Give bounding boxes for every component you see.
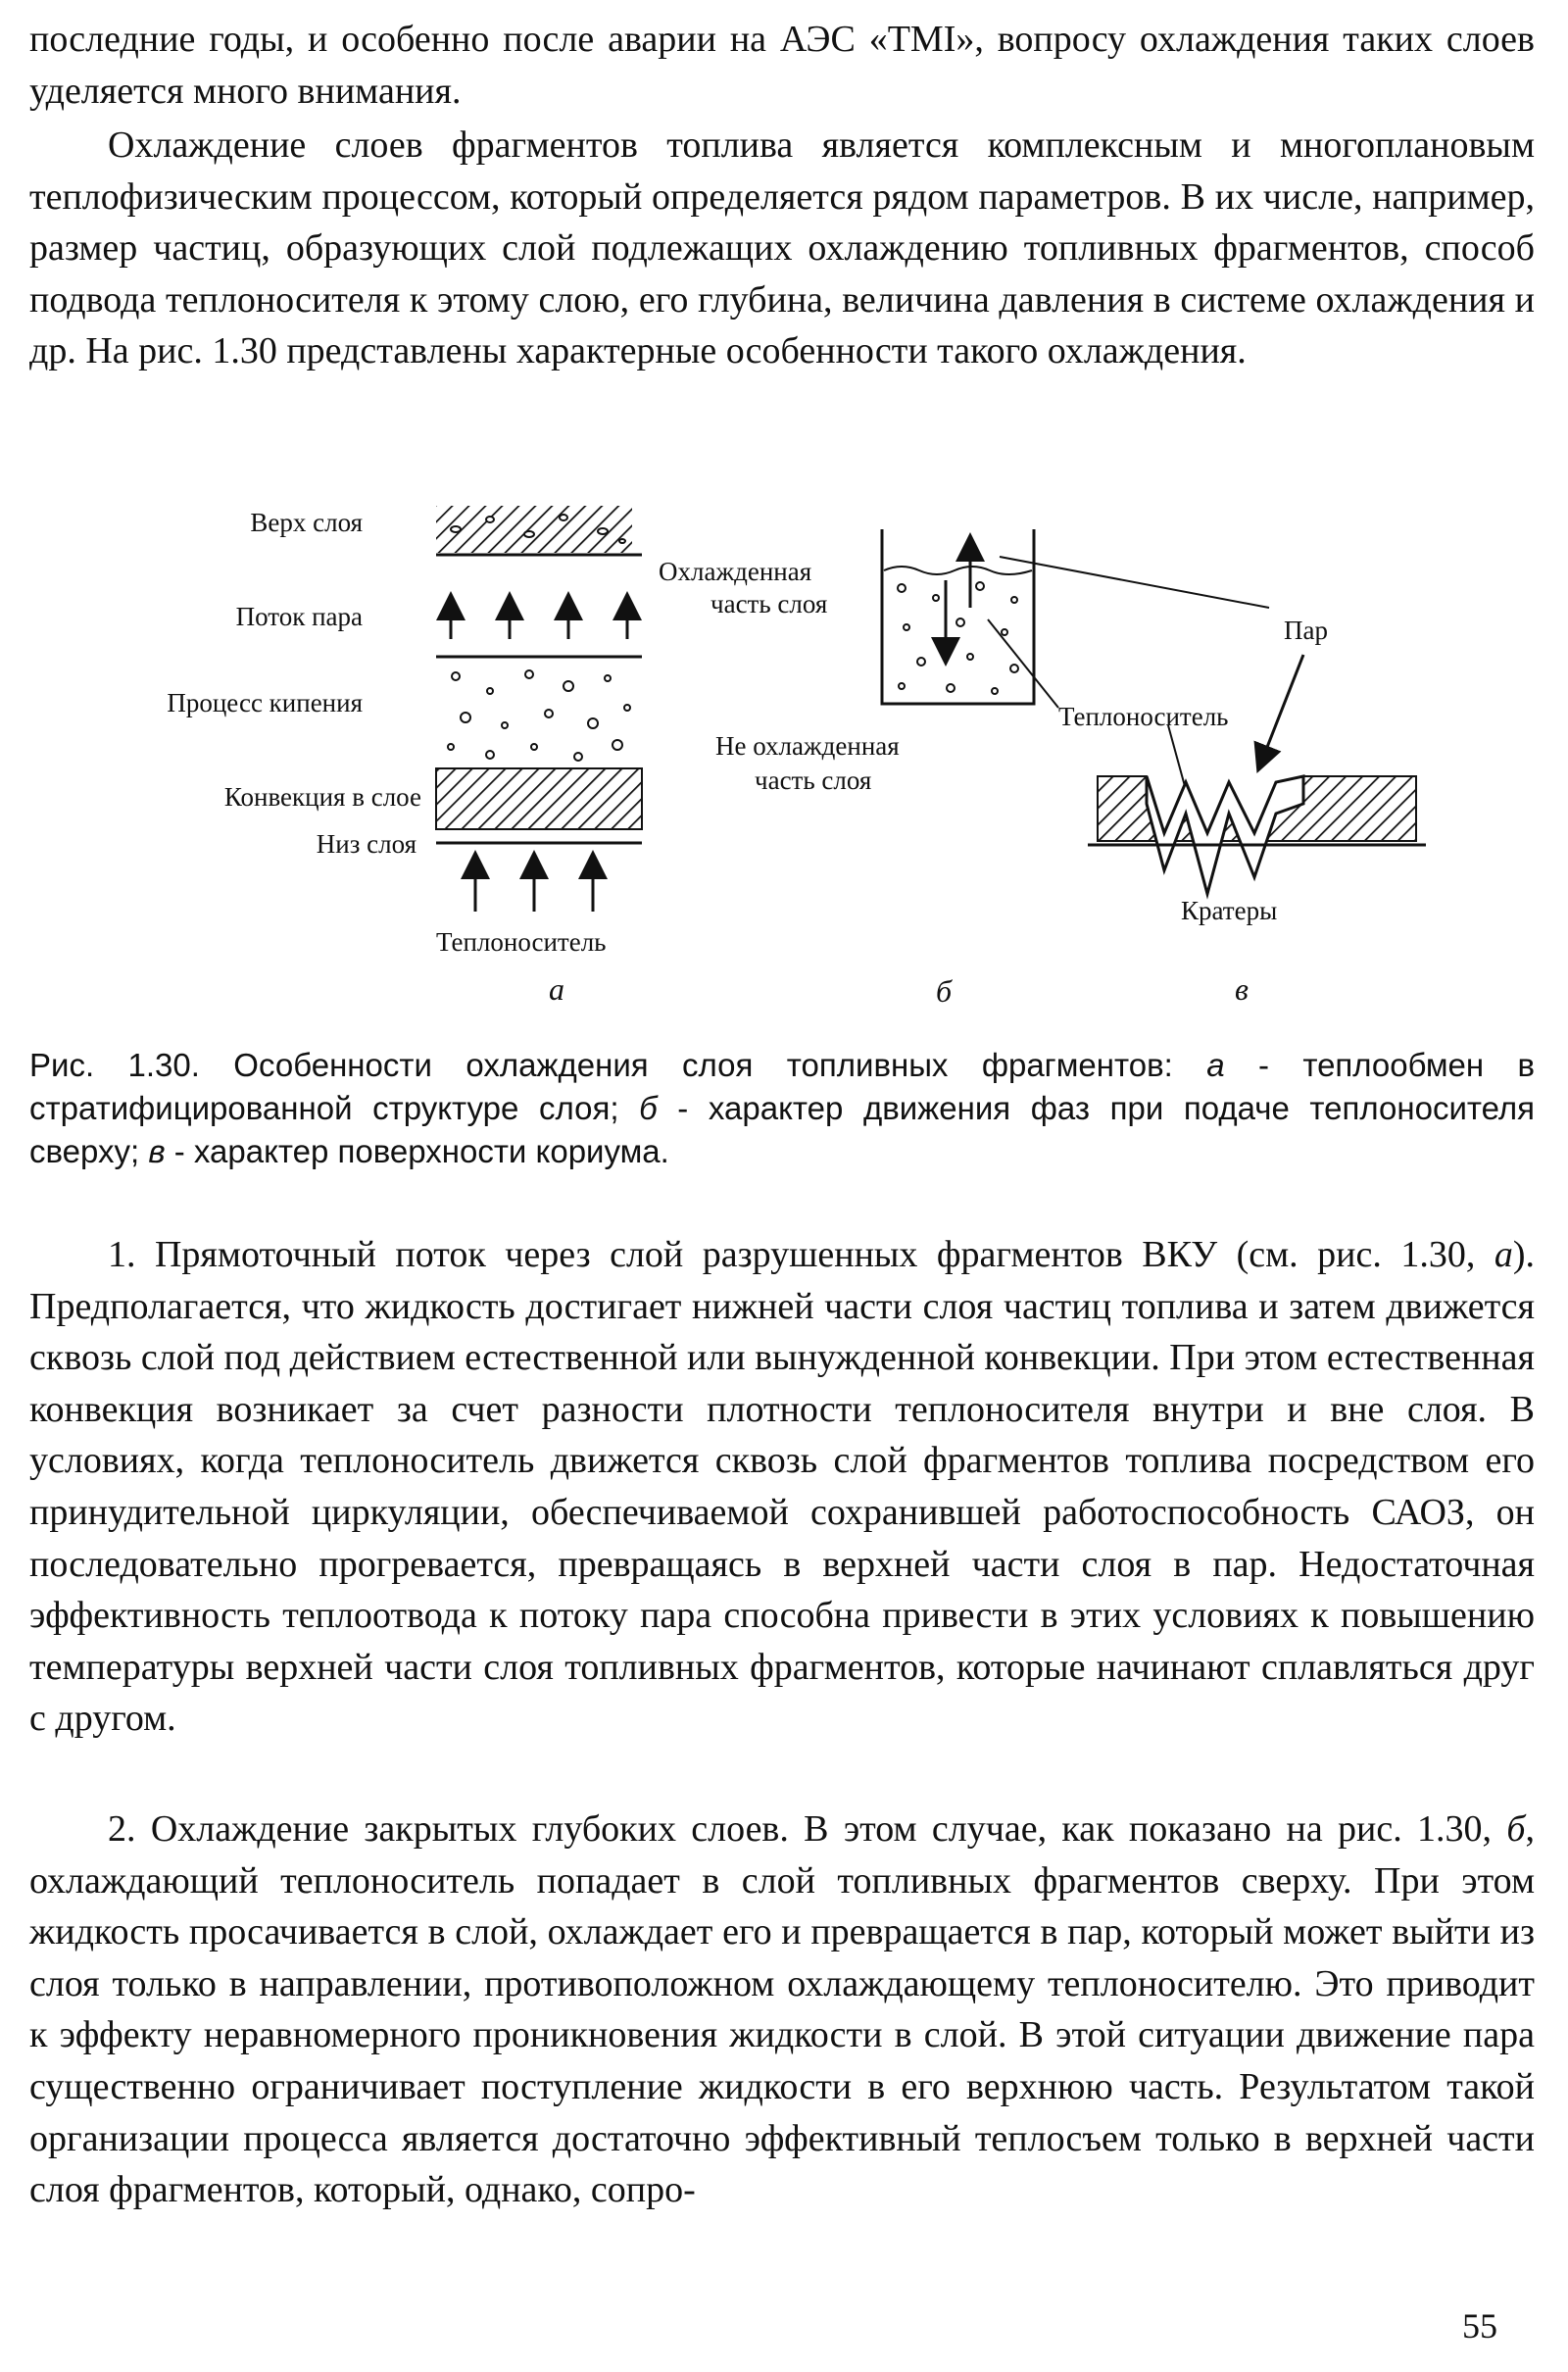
panel-a-letter: а <box>549 971 564 1007</box>
panel-b <box>659 529 1034 1009</box>
label-coolant-a: Теплоноситель <box>436 927 607 957</box>
label-cooled-part-line1: Охлажденная <box>659 557 812 586</box>
figure-1-30 <box>118 490 1509 1019</box>
paragraph-intro-continuation: последние годы, и особенно после аварии на АЭС «TMI», вопросу охлаждения таких слоев уделяется много внимания. <box>29 19 1535 112</box>
figure-caption: Рис. 1.30. Особенности охлаждения слоя топливных фрагментов: а - теплообмен в стратифицированной структуре слоя; б - характер движения фаз при подаче теплоносителя сверху; в - характер поверхности кориума. <box>29 1047 1536 1169</box>
label-uncooled-part-line2: часть слоя <box>755 766 872 795</box>
convection-layer-hatch <box>436 768 642 829</box>
steam-leader-line <box>1000 557 1269 608</box>
particles-b <box>898 582 1018 694</box>
label-boiling-process: Процесс кипения <box>167 688 363 717</box>
panel-b-letter: б <box>936 973 953 1009</box>
label-bottom-of-layer: Низ слоя <box>316 829 416 859</box>
coolant-inflow-arrows <box>475 865 593 912</box>
vessel <box>882 529 1034 704</box>
coolant-surface <box>884 567 1032 574</box>
label-cooled-part-line2: часть слоя <box>710 589 828 618</box>
label-steam: Пар <box>1284 616 1328 645</box>
coolant-leader-line <box>988 619 1058 708</box>
label-uncooled-part-line1: Не охлажденная <box>715 731 900 761</box>
steam-escape-arrow <box>1262 655 1303 760</box>
label-steam-flow: Поток пара <box>235 602 363 631</box>
page-number: 55 <box>1462 2306 1497 2346</box>
boiling-bubbles <box>448 670 630 761</box>
panel-a <box>167 506 642 1007</box>
paragraph-cooling-overview: Охлаждение слоев фрагментов топлива является комплексным и многоплановым теплофизическим процессом, который определяется рядом параметров. В их числе, например, размер частиц, образующих слой подлежащих охлаждению топливных фрагментов, способ подвода теплоносителя к этому слою, его глубина, величина давления в системе охлаждения и др. На рис. 1.30 представлены характерные особенности такого охлаждения. <box>29 124 1535 372</box>
paragraph-item-2: 2. Охлаждение закрытых глубоких слоев. В этом случае, как показано на рис. 1.30, б, охлаждающий теплоноситель попадает в слой топливных фрагментов сверху. При этом жидкость просачивается в слой, охлаждает его и превращается в пар, который может выйти из слоя только в направлении, противоположном охлаждающему теплоносителю. Это приводит к эффекту неравномерного проникновения жидкости в слой. В этой ситуации движение пара существенно ограничивает поступление жидкости в его верхнюю часть. Результатом такой организации процесса является достаточно эффективный теплосъем только в верхней части слоя фрагментов, который, однако, сопро- <box>29 1808 1535 2211</box>
panel-c-letter: в <box>1235 971 1249 1007</box>
steam-flow-arrows <box>451 606 627 639</box>
panel-c <box>988 557 1426 1007</box>
label-top-of-layer: Верх слоя <box>250 508 363 537</box>
label-coolant-c: Теплоноситель <box>1058 702 1229 731</box>
paragraph-item-1: 1. Прямоточный поток через слой разрушенных фрагментов ВКУ (см. рис. 1.30, а). Предполагается, что жидкость достигает нижней части слоя частиц топлива и затем движется сквозь слой под действием естественной или вынужденной конвекции. При этом естественная конвекция возникает за счет разности плотности теплоносителя внутри и вне слоя. В условиях, когда теплоноситель движется сквозь слой фрагментов топлива посредством его принудительной циркуляции, обеспечиваемой сохранившей работоспособность САОЗ, он последовательно прогревается, превращаясь в верхней части слоя в пар. Недостаточная эффективность теплоотвода к потоку пара способна привести в этих условиях к повышению температуры верхней части слоя топливных фрагментов, которые начинают сплавляться друг с другом. <box>29 1234 1535 1740</box>
label-convection-in-layer: Конвекция в слое <box>223 782 421 812</box>
label-craters: Кратеры <box>1181 896 1278 925</box>
